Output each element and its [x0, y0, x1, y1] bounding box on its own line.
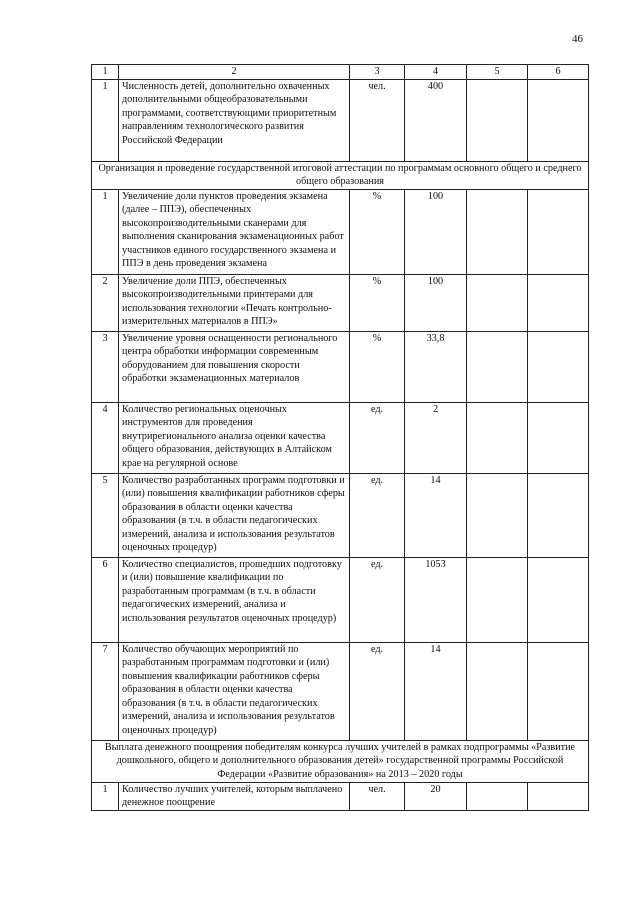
- unit-cell: %: [350, 331, 405, 402]
- value-cell: 20: [405, 782, 467, 810]
- indicator-name: Количество лучших учителей, которым выплачено денежное поощрение: [119, 782, 350, 810]
- empty-cell: [528, 79, 589, 161]
- empty-cell: [467, 189, 528, 274]
- table-row: [92, 557, 589, 642]
- empty-cell: [467, 782, 528, 810]
- empty-cell: [528, 782, 589, 810]
- table-row: [92, 782, 589, 810]
- unit-cell: чел.: [350, 79, 405, 161]
- column-header: 2: [119, 65, 350, 80]
- table-header-row: [92, 65, 589, 80]
- section-header-row: [92, 740, 589, 782]
- section-title: Выплата денежного поощрения победителям конкурса лучших учителей в рамках подпрограммы «Развитие дошкольного, общего и дополнительного образования детей» государственной программы Российской Федерации «Развитие образования» на 2013 – 2020 годы: [92, 740, 589, 782]
- table-row: [92, 473, 589, 557]
- value-cell: 14: [405, 642, 467, 740]
- table-row: [92, 79, 589, 161]
- empty-cell: [528, 473, 589, 557]
- indicator-name: Увеличение доли ППЭ, обеспеченных высокопроизводительными принтерами для использования технологии «Печать контрольно-измерительных материалов в ППЭ»: [119, 274, 350, 331]
- value-cell: 2: [405, 402, 467, 473]
- unit-cell: ед.: [350, 473, 405, 557]
- indicators-table: [91, 64, 589, 811]
- row-number: 1: [92, 79, 119, 161]
- page-number: 46: [572, 33, 583, 45]
- empty-cell: [467, 331, 528, 402]
- value-cell: 33,8: [405, 331, 467, 402]
- value-cell: 1053: [405, 557, 467, 642]
- empty-cell: [528, 402, 589, 473]
- empty-cell: [528, 642, 589, 740]
- row-number: 6: [92, 557, 119, 642]
- empty-cell: [467, 79, 528, 161]
- section-header-row: [92, 161, 589, 189]
- row-number: 1: [92, 782, 119, 810]
- value-cell: 400: [405, 79, 467, 161]
- column-header: 3: [350, 65, 405, 80]
- row-number: 7: [92, 642, 119, 740]
- column-header: 1: [92, 65, 119, 80]
- indicator-name: Количество специалистов, прошедших подготовку и (или) повышение квалификации по разработанным программам (в т.ч. в области педагогических измерений, анализа и использования результатов оценочных процедур): [119, 557, 350, 642]
- empty-cell: [467, 642, 528, 740]
- row-number: 5: [92, 473, 119, 557]
- indicator-name: Увеличение уровня оснащенности регионального центра обработки информации современным оборудованием для повышения скорости обработки экзаменационных материалов: [119, 331, 350, 402]
- row-number: 2: [92, 274, 119, 331]
- table-row: [92, 189, 589, 274]
- empty-cell: [528, 189, 589, 274]
- section-title: Организация и проведение государственной итоговой аттестации по программам основного общего и среднего общего образования: [92, 161, 589, 189]
- empty-cell: [467, 274, 528, 331]
- column-header: 4: [405, 65, 467, 80]
- indicator-name: Численность детей, дополнительно охваченных дополнительными общеобразовательными программами, соответствующими приоритетным направлениям технологического развития Российской Федерации: [119, 79, 350, 161]
- indicator-name: Количество разработанных программ подготовки и (или) повышения квалификации работников сферы образования в области оценки качества образования (в т.ч. в области педагогических измерений, анализа и использования результатов оценочных процедур): [119, 473, 350, 557]
- row-number: 3: [92, 331, 119, 402]
- value-cell: 100: [405, 189, 467, 274]
- unit-cell: чел.: [350, 782, 405, 810]
- unit-cell: %: [350, 274, 405, 331]
- table-row: [92, 274, 589, 331]
- row-number: 1: [92, 189, 119, 274]
- empty-cell: [467, 557, 528, 642]
- table-row: [92, 642, 589, 740]
- indicator-name: Увеличение доли пунктов проведения экзамена (далее – ППЭ), обеспеченных высокопроизводительными сканерами для выполнения сканирования экзаменационных работ участников единого государственного экзамена и ППЭ в день проведения экзамена: [119, 189, 350, 274]
- value-cell: 14: [405, 473, 467, 557]
- empty-cell: [528, 557, 589, 642]
- unit-cell: ед.: [350, 557, 405, 642]
- column-header: 5: [467, 65, 528, 80]
- indicator-name: Количество региональных оценочных инструментов для проведения внутрирегионального анализа оценки качества общего образования, действующих в Алтайском крае на регулярной основе: [119, 402, 350, 473]
- indicator-name: Количество обучающих мероприятий по разработанным программам подготовки и (или) повышения квалификации работников сферы образования в области оценки качества образования (в т.ч. в области педагогических измерений, анализа и использования результатов оценочных процедур): [119, 642, 350, 740]
- row-number: 4: [92, 402, 119, 473]
- table-row: [92, 402, 589, 473]
- table-row: [92, 331, 589, 402]
- unit-cell: ед.: [350, 642, 405, 740]
- unit-cell: ед.: [350, 402, 405, 473]
- value-cell: 100: [405, 274, 467, 331]
- empty-cell: [528, 331, 589, 402]
- unit-cell: %: [350, 189, 405, 274]
- empty-cell: [528, 274, 589, 331]
- empty-cell: [467, 402, 528, 473]
- empty-cell: [467, 473, 528, 557]
- column-header: 6: [528, 65, 589, 80]
